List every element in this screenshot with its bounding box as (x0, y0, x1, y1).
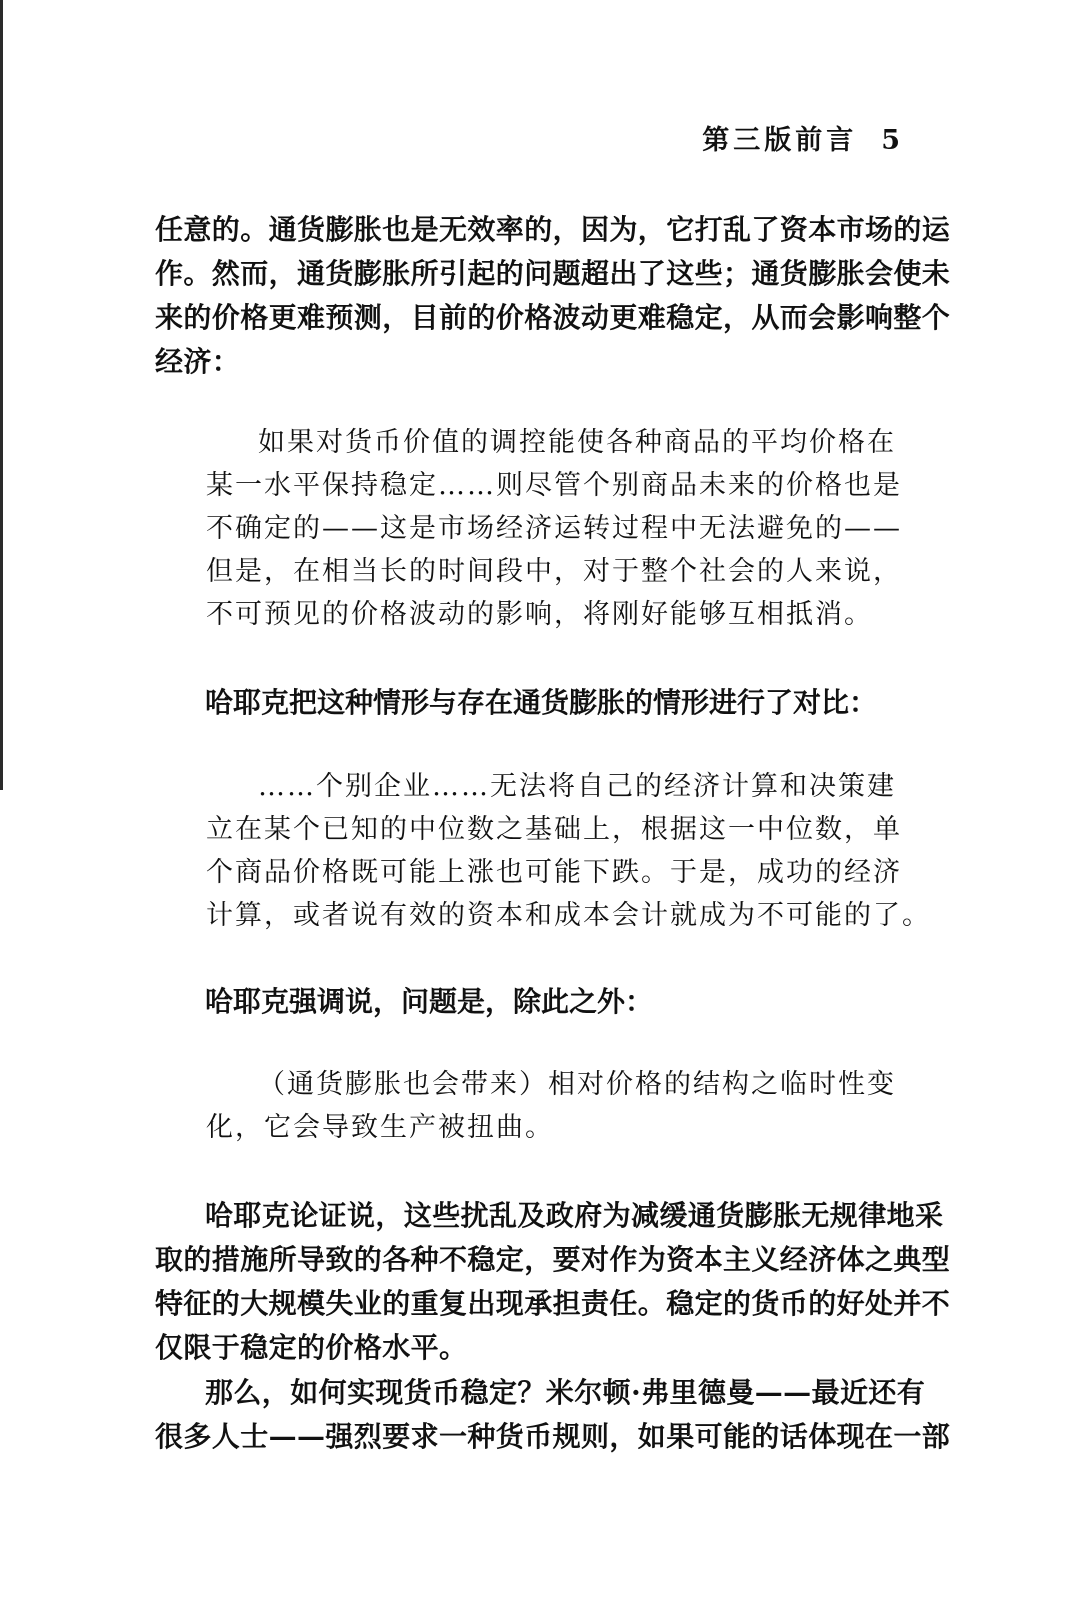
block-quote-line: ……个别企业……无法将自己的经济计算和决策建 (258, 771, 896, 802)
block-quote-line: 个商品价格既可能上涨也可能下跌。于是，成功的经济 (206, 857, 902, 888)
block-quote-line: 化，它会导致生产被扭曲。 (206, 1112, 554, 1143)
block-quote-line: 不可预见的价格波动的影响，将刚好能够互相抵消。 (206, 599, 873, 630)
block-quote-line: 计算，或者说有效的资本和成本会计就成为不可能的了。 (206, 900, 931, 931)
scan-page-edge (0, 0, 3, 790)
block-quote-line: 某一水平保持稳定……则尽管个别商品未来的价格也是 (206, 470, 902, 501)
section-title: 第三版前言 (702, 125, 858, 156)
body-text-line: 取的措施所导致的各种不稳定，要对作为资本主义经济体之典型 (155, 1243, 951, 1276)
running-header (702, 118, 900, 157)
block-quote-line: 不确定的——这是市场经济运转过程中无法避免的—— (206, 513, 902, 544)
body-text-line: 任意的。通货膨胀也是无效率的，因为，它打乱了资本市场的运 (155, 213, 951, 246)
block-quote-line: 如果对货币价值的调控能使各种商品的平均价格在 (258, 427, 896, 458)
page-number: 5 (881, 125, 900, 156)
body-text-line: 哈耶克强调说，问题是，除此之外： (205, 985, 654, 1018)
body-text-line: 哈耶克把这种情形与存在通货膨胀的情形进行了对比： (205, 686, 878, 719)
body-text-line: 仅限于稳定的价格水平。 (155, 1331, 468, 1364)
body-text-line: 很多人士——强烈要求一种货币规则，如果可能的话体现在一部 (155, 1420, 951, 1453)
body-text-line: 作。然而，通货膨胀所引起的问题超出了这些；通货膨胀会使未 (155, 257, 951, 290)
block-quote-line: 但是，在相当长的时间段中，对于整个社会的人来说， (206, 556, 902, 587)
body-text-line: 来的价格更难预测，目前的价格波动更难稳定，从而会影响整个 (155, 301, 951, 334)
block-quote-line: 立在某个已知的中位数之基础上，根据这一中位数，单 (206, 814, 902, 845)
body-text-line: 哈耶克论证说，这些扰乱及政府为减缓通货膨胀无规律地采 (205, 1199, 944, 1232)
block-quote-line: （通货膨胀也会带来）相对价格的结构之临时性变 (258, 1069, 896, 1100)
body-text-line: 那么，如何实现货币稳定？米尔顿·弗里德曼——最近还有 (205, 1376, 926, 1409)
body-text-line: 经济： (155, 345, 241, 378)
body-text-line: 特征的大规模失业的重复出现承担责任。稳定的货币的好处并不 (155, 1287, 951, 1320)
